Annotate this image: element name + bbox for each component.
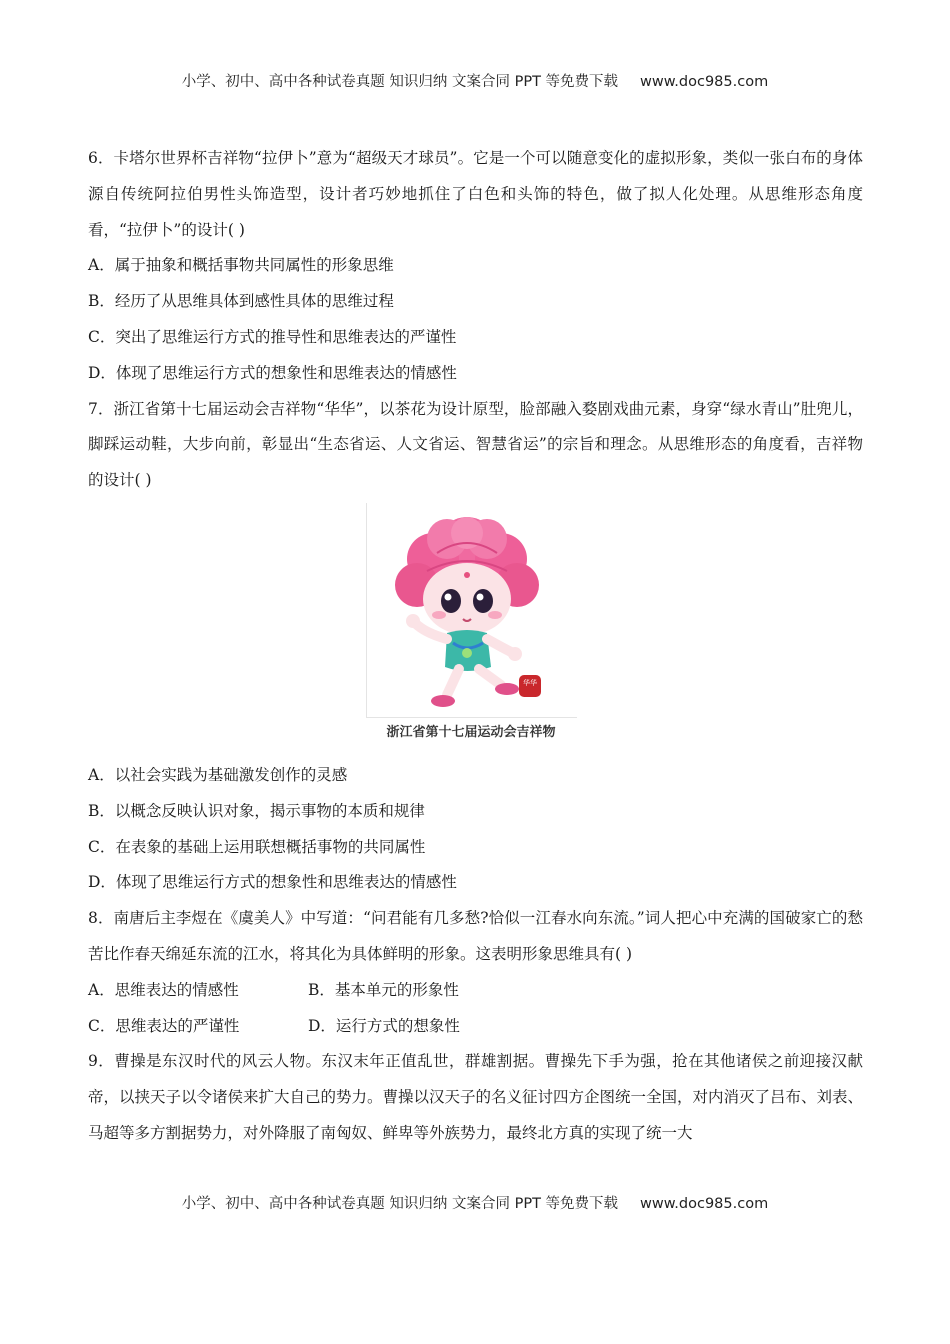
question-7-option-a: A．以社会实践为基础激发创作的灵感 xyxy=(88,765,348,784)
question-6-stem: 6．卡塔尔世界杯吉祥物“拉伊卜”意为“超级天才球员”。它是一个可以随意变化的虚拟形象，类似一张白布的身体源自传统阿拉伯男性头饰造型，设计者巧妙地抓住了白色和头饰的特色，做了拟人化处理。从思维形态角度看，“拉伊卜”的设计( ) xyxy=(88,149,863,239)
question-8-option-a: A．思维表达的情感性 xyxy=(88,980,239,999)
question-6 xyxy=(88,141,863,392)
question-9 xyxy=(88,1044,863,1151)
footer-site-link[interactable]: www.doc985.com xyxy=(640,1196,769,1212)
question-8-option-d: D．运行方式的想象性 xyxy=(308,1016,460,1035)
mascot-figure xyxy=(366,503,576,744)
header-text: 小学、初中、高中各种试卷真题 知识归纳 文案合同 PPT 等免费下载 xyxy=(181,74,619,90)
question-6-option-b: B．经历了从思维具体到感性具体的思维过程 xyxy=(88,292,394,311)
mascot-image xyxy=(366,503,577,718)
question-7-option-c: C．在表象的基础上运用联想概括事物的共同属性 xyxy=(88,837,426,856)
question-8-option-c: C．思维表达的严谨性 xyxy=(88,1016,240,1035)
page-footer xyxy=(0,1192,950,1213)
mascot-illustration xyxy=(367,503,577,717)
question-8-option-b: B．基本单元的形象性 xyxy=(308,980,459,999)
question-9-stem: 9．曹操是东汉时代的风云人物。东汉末年正值乱世，群雄割据。曹操先下手为强，抢在其他诸侯之前迎接汉献帝，以挟天子以令诸侯来扩大自己的势力。曹操以汉天子的名义征讨四方企图统一全国，对内消灭了吕布、刘表、马超等多方割据势力，对外降服了南匈奴、鲜卑等外族势力，最终北方真的实现了统一大 xyxy=(88,1052,864,1142)
question-8-options-row-1 xyxy=(88,973,863,1009)
question-7-option-b: B．以概念反映认识对象，揭示事物的本质和规律 xyxy=(88,801,425,820)
question-7-stem: 7．浙江省第十七届运动会吉祥物“华华”，以茶花为设计原型，脸部融入婺剧戏曲元素，身穿“绿水青山”肚兜儿，脚踩运动鞋，大步向前，彰显出“生态省运、人文省运、智慧省运”的宗旨和理念。从思维形态的角度看，吉祥物的设计( ) xyxy=(88,399,863,490)
question-8-options-row-2 xyxy=(88,1009,863,1045)
question-8 xyxy=(88,901,863,1044)
mascot-seal-text: 华华 xyxy=(523,678,537,687)
question-7 xyxy=(88,392,863,902)
footer-text: 小学、初中、高中各种试卷真题 知识归纳 文案合同 PPT 等免费下载 xyxy=(181,1196,619,1212)
page-header xyxy=(0,70,950,91)
question-content xyxy=(88,141,863,1152)
question-6-option-c: C．突出了思维运行方式的推导性和思维表达的严谨性 xyxy=(88,327,457,346)
question-7-option-d: D．体现了思维运行方式的想象性和思维表达的情感性 xyxy=(88,873,457,892)
question-6-option-d: D．体现了思维运行方式的想象性和思维表达的情感性 xyxy=(88,363,457,382)
header-site-link[interactable]: www.doc985.com xyxy=(640,74,769,90)
figure-caption: 浙江省第十七届运动会吉祥物 xyxy=(386,724,556,740)
question-8-stem: 8．南唐后主李煜在《虞美人》中写道：“问君能有几多愁?恰似一江春水向东流。”词人把心中充满的国破家亡的愁苦比作春天绵延东流的江水，将其化为具体鲜明的形象。这表明形象思维具有( ) xyxy=(88,909,863,963)
question-6-option-a: A．属于抽象和概括事物共同属性的形象思维 xyxy=(88,256,394,275)
